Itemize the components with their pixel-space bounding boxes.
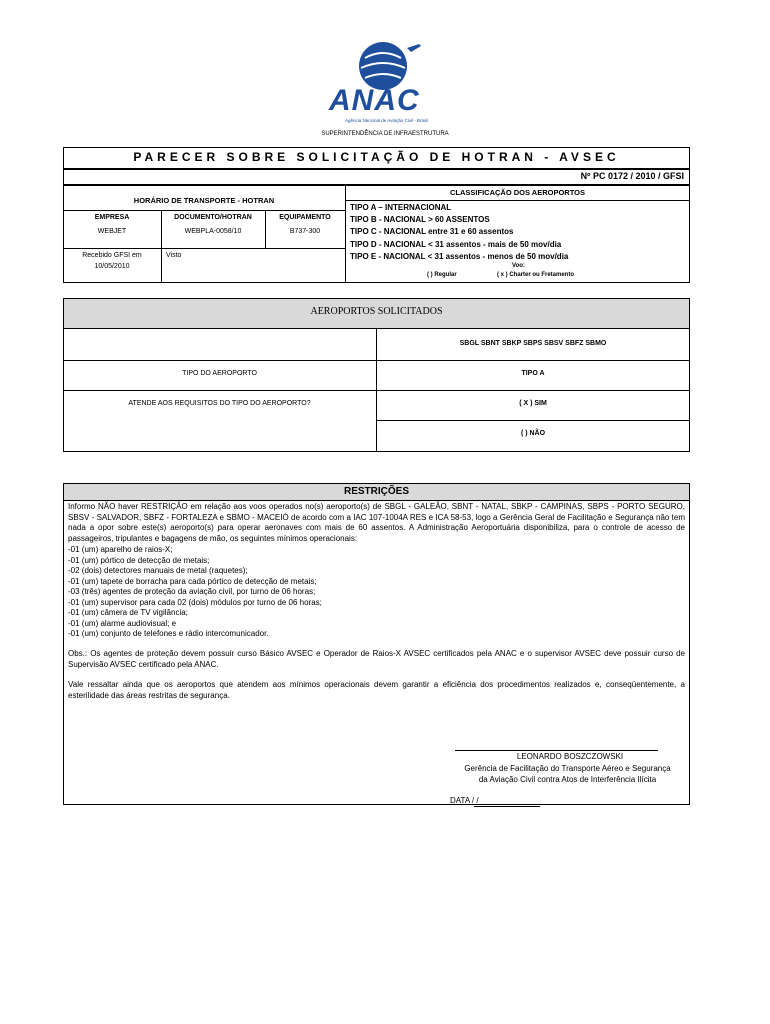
restricoes-obs: Obs.: Os agentes de proteção devem possuir curso Básico AVSEC e Operador de Raios-X AVSEC certificados pela ANAC e o supervisor AVSEC deve possuir curso de Supervisão AVSEC certificado pela ANAC.	[68, 649, 685, 669]
atende-requisitos-label: ATENDE AOS REQUISITOS DO TIPO DO AEROPORTO?	[128, 400, 311, 407]
requirement-item: -01 (um) câmera de TV vigilância;	[68, 608, 188, 617]
signature-role-line2: da Aviação Civil contra Atos de Interferência Ilícita	[478, 775, 657, 784]
requirement-item: -01 (um) conjunto de telefones e rádio intercomunicador.	[68, 629, 269, 638]
doc-number: Nº PC 0172 / 2010 / GFSI	[580, 171, 684, 181]
col-documento: DOCUMENTO/HOTRAN	[174, 214, 252, 221]
signature-line	[455, 750, 658, 751]
requirement-item: -01 (um) supervisor para cada 02 (dois) módulos por turno de 06 horas;	[68, 597, 322, 607]
superintendency-label: SUPERINTENDÊNCIA DE INFRAESTRUTURA	[321, 131, 449, 137]
hotran-title: HORÁRIO DE TRANSPORTE - HOTRAN	[133, 196, 275, 205]
date-field: DATA / /	[450, 796, 479, 805]
signature-role-line1: Gerência de Facilitação do Transporte Aéreo e Segurança	[464, 764, 671, 773]
col-empresa: EMPRESA	[94, 214, 130, 221]
classificacao-item: TIPO C - NACIONAL entre 31 e 60 assentos	[350, 227, 514, 237]
atende-nao-option: ( ) NÃO	[520, 430, 546, 437]
voo-regular-option: ( ) Regular	[427, 272, 457, 278]
requirement-item: -01 (um) aparelho de raios-X;	[68, 545, 173, 554]
page-title: PARECER SOBRE SOLICITAÇÃO DE HOTRAN - AVSEC	[133, 150, 620, 164]
requirement-item: -03 (três) agentes de proteção da aviação civil, por turno de 06 horas;	[68, 587, 316, 596]
voo-charter-option: ( x ) Charter ou Fretamento	[497, 272, 575, 278]
classificacao-item: TIPO B - NACIONAL > 60 ASSENTOS	[350, 215, 490, 225]
anac-logo-subtitle: Agência Nacional de Aviação Civil - Brasil	[345, 118, 429, 123]
airport-codes: SBGL SBNT SBKP SBPS SBSV SBFZ SBMO	[459, 340, 607, 347]
restricoes-intro: Informo NÃO haver RESTRIÇÃO em relação aos voos operados no(s) aeroporto(s) de SBGL - GALEÃO, SBNT - NATAL, SBKP - CAMPINAS, SBPS - PORTO SEGURO, SBSV - SALVADOR, SBFZ - FORTALEZA e SBMO - MACEIÓ de acordo com a IAC 107-1004A RES e ICA 58-53, logo a Gerência Geral de Facilitação e Segurança não tem nada a opor sobre este(s) aeroporto(s) para operar aeronaves com mais de 60 assentos. A Administração Aeroportuária disponibiliza, para o controle de acesso de passageiros, tripulantes e bagagens de mão, os seguintes mínimos operacionais:	[68, 502, 685, 543]
classificacao-item: TIPO A – INTERNACIONAL	[350, 203, 452, 212]
empresa-value: WEBJET	[97, 228, 127, 235]
equipamento-value: B737-300	[289, 228, 321, 235]
tipo-aeroporto-value: TIPO A	[521, 370, 545, 377]
col-equipamento: EQUIPAMENTO	[279, 214, 331, 221]
requirement-item: -01 (um) pórtico de detecção de metais;	[68, 555, 210, 565]
anac-logo-text: ANAC	[329, 84, 420, 117]
atende-sim-option: ( X ) SIM	[519, 400, 547, 407]
anac-logo	[325, 36, 445, 128]
tipo-aeroporto-label: TIPO DO AEROPORTO	[182, 370, 257, 377]
restricoes-title: RESTRIÇÕES	[343, 486, 409, 497]
recebido-label: Recebido GFSI em	[82, 252, 142, 259]
recebido-date: 10/05/2010	[94, 263, 130, 270]
classificacao-item: TIPO E - NACIONAL < 31 assentos - menos de 50 mov/dia	[350, 251, 569, 261]
requirement-item: -01 (um) alarme audiovisual; e	[68, 618, 177, 628]
documento-value: WEBPLA-0058/10	[184, 228, 242, 235]
requirement-item: -02 (dois) detectores manuais de metal (raquetes);	[68, 566, 248, 575]
classificacao-list	[350, 202, 568, 263]
voo-label: Voo:	[512, 263, 525, 269]
requirements-list	[68, 545, 322, 640]
restricoes-vale: Vale ressaltar ainda que os aeroportos que atendem aos mínimos operacionais devem garantir a eficiência dos procedimentos realizados e, conseqüentemente, a esterilidade das áreas restritas de segurança.	[68, 680, 685, 700]
signature-name: LEONARDO BOSZCZOWSKI	[516, 752, 624, 761]
visto-label: Visto	[166, 252, 182, 259]
requirement-item: -01 (um) tapete de borracha para cada pórtico de detecção de metais;	[68, 576, 317, 586]
classificacao-item: TIPO D - NACIONAL < 31 assentos - mais de 50 mov/dia	[350, 239, 562, 249]
classificacao-title: CLASSIFICAÇÃO DOS AEROPORTOS	[449, 188, 585, 197]
aeroportos-title: AEROPORTOS SOLICITADOS	[310, 306, 443, 317]
